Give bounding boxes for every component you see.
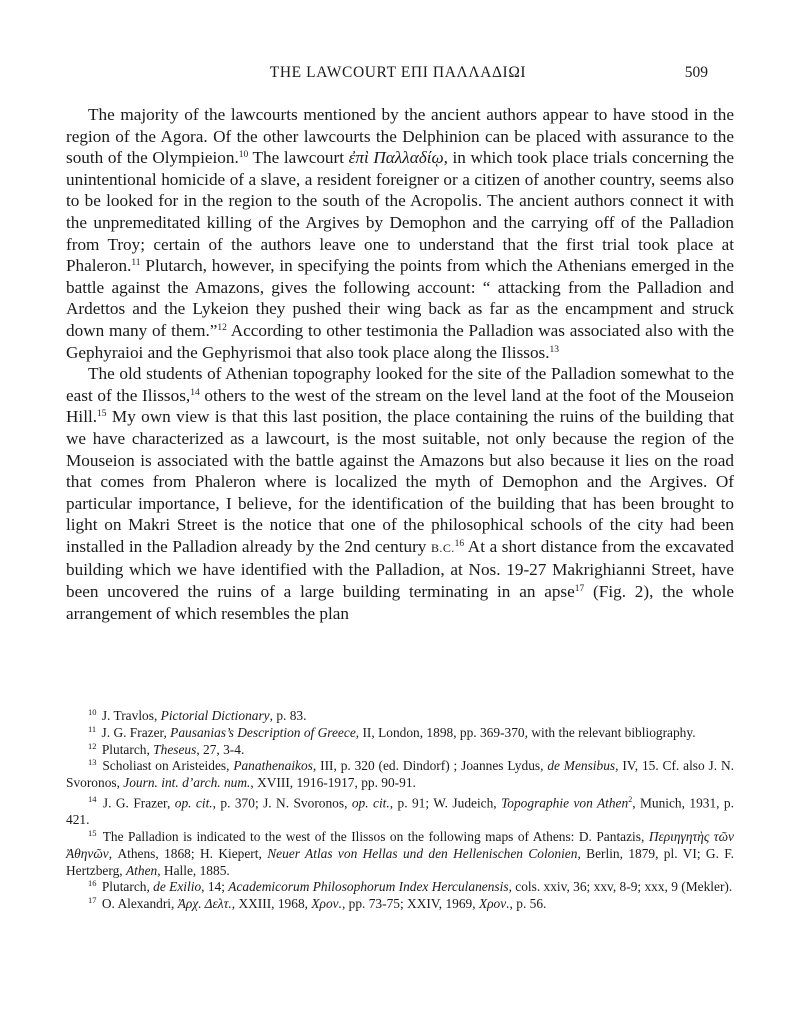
footnote-ref-11: 11: [131, 258, 141, 269]
italic-title: Panathenaikos: [233, 758, 313, 774]
footnote-16: [66, 879, 734, 896]
text-run: , 27, 3-4.: [196, 741, 245, 757]
footnote-11: [66, 725, 734, 742]
running-head: THE LAWCOURT ΕΠΙ ΠΑΛΛΑΔΙΩΙ: [269, 64, 527, 81]
text-run: , II, London, 1898, pp. 369-370, with the relevant bibliography.: [355, 724, 696, 740]
footnote-17: [66, 896, 734, 913]
footnote-number: 16: [88, 878, 97, 889]
italic-abbrev: op. cit.: [174, 795, 213, 811]
text-run: , 14;: [201, 879, 229, 895]
text-run: J. Travlos,: [98, 708, 161, 723]
text-run: , Athens, 1868; H. Kiepert,: [108, 845, 268, 861]
italic-title: Pictorial Dictionary: [160, 708, 270, 723]
footnote-ref-12: 12: [217, 322, 227, 333]
footnote-15: [66, 829, 734, 879]
paragraph-1: [66, 104, 734, 363]
footnote-10: [66, 708, 734, 725]
text-run: , XVIII, 1916-1917, pp. 90-91.: [250, 775, 416, 791]
page-number: 509: [684, 64, 708, 81]
footnotes: [66, 708, 734, 913]
greek-title: Περιηγητὴς τῶν Ἀθηνῶν: [66, 829, 734, 861]
text-run: , cols. xxiv, 36; xxv, 8-9; xxx, 9 (Mekler).: [508, 879, 733, 895]
greek-abbrev: Χρον.: [311, 896, 342, 912]
text-run: Plutarch, however, in specifying the points from which the Athenians emerged in the battle against the Amazons, gives the following account: “ attacking from the Palladion and Ardettos and the Lykeion they pushed their wing back as far as the encampment and struck down many of them.”: [66, 256, 734, 340]
italic-title: Academicorum Philosophorum Index Herculanensis: [228, 879, 509, 895]
footnote-ref-15: 15: [97, 409, 107, 420]
text-run: , p. 56.: [509, 896, 547, 912]
italic-title: Journ. int. d’arch. num.: [123, 775, 251, 791]
italic-title: de Mensibus: [547, 758, 616, 774]
greek-abbrev: Ἀρχ. Δελτ.: [177, 896, 232, 912]
text-run: Scholiast on Aristeides,: [98, 758, 234, 774]
footnote-14: [66, 792, 734, 829]
italic-title: Pausanias’s Description of Greece: [170, 724, 356, 740]
text-run: , IV, 15. Cf. also J. N. Svoronos,: [66, 758, 734, 791]
era-abbreviation: B.C.: [431, 540, 455, 555]
text-run: According to other testimonia the Palladion was associated also with the Gephyraioi and the Gephyrismoi that also took place along the Ilissos.: [66, 320, 734, 362]
text-run: , XXIII, 1968,: [231, 896, 312, 912]
text-run: others to the west of the stream on the level land at the foot of the Mouseion Hill.: [66, 385, 734, 427]
footnote-number: 12: [88, 740, 97, 751]
footnote-number: 17: [88, 895, 97, 906]
italic-title: Athen: [125, 862, 158, 878]
text-run: The Palladion is indicated to the west of the Ilissos on the following maps of Athens: D. Pantazis,: [98, 829, 649, 845]
footnote-ref-16: 16: [454, 538, 465, 549]
footnote-number: 11: [88, 723, 97, 734]
text-run: , p. 83.: [269, 708, 307, 723]
footnote-13: [66, 758, 734, 792]
text-run: O. Alexandri,: [98, 896, 178, 912]
text-run: Plutarch,: [98, 879, 154, 895]
text-run: , pp. 73-75; XXIV, 1969,: [341, 896, 479, 912]
footnote-number: 13: [88, 757, 97, 768]
text-run: , p. 91; W. Judeich,: [389, 795, 502, 811]
greek-phrase: ἐπὶ Παλλαδίῳ: [348, 148, 444, 168]
footnote-number: 10: [88, 707, 97, 717]
footnote-ref-17: 17: [574, 584, 585, 595]
footnote-12: [66, 742, 734, 759]
text-run: The old students of Athenian topography looked for the site of the Palladion somewhat to the east of the Ilissos,: [66, 364, 734, 405]
italic-title: Neuer Atlas von Hellas und den Hellenischen Colonien: [267, 845, 578, 861]
text-run: Plutarch,: [98, 741, 154, 757]
footnote-number: 15: [88, 828, 97, 839]
text-run: , p. 370; J. N. Svoronos,: [212, 795, 352, 811]
footnote-ref-13: 13: [549, 344, 560, 355]
text-run: J. G. Frazer,: [98, 795, 175, 811]
italic-abbrev: op. cit.: [351, 795, 390, 811]
footnote-ref-10: 10: [238, 150, 249, 161]
footnote-number: 14: [88, 794, 97, 805]
italic-title: de Exilio: [153, 879, 202, 895]
page-header: [88, 64, 708, 88]
text-run: , in which took place trials concerning the unintentional homicide of a slave, a resident foreigner or a citizen of another country, seems also to be looked for in the region to the south of the Acropolis. The ancient authors connect it with the unpremeditated killing of the Argives by Demophon and the carrying off of the Palladion from Troy; certain of the authors leave one to understand that the first trial took place at Phaleron.: [66, 148, 735, 276]
text-run: J. G. Frazer,: [98, 724, 171, 740]
footnote-ref-14: 14: [190, 387, 200, 398]
text-run: , Halle, 1885.: [157, 862, 230, 878]
greek-abbrev: Χρον.: [478, 896, 510, 912]
text-run: At a short distance from the excavated building which we have identified with the Palladion, at Nos. 19-27 Makrighianni Street, have been uncovered the ruins of a large building terminating in an apse: [66, 536, 734, 602]
text-run: My own view is that this last position, the place containing the ruins of the building that we have characterized as a lawcourt, is the most suitable, not only because the region of the Mouseion is associated with the battle against the Amazons but also because it lies on the road that comes from Phaleron where is localized the myth of Demophon and the Argives. Of particular importance, I believe, for the identification of the building that has been brought to light on Makri Street is the notice that one of the philosophical schools of the city had been installed in the Palladion already by the 2nd century: [66, 407, 734, 556]
text-run: , III, p. 320 (ed. Dindorf) ; Joannes Lydus,: [312, 758, 548, 774]
paragraph-2: [66, 363, 734, 624]
text-run: (Fig. 2), the whole arrangement of which resembles the plan: [66, 582, 734, 623]
italic-title: Theseus: [153, 741, 197, 757]
text-run: The lawcourt: [248, 148, 349, 168]
edition-superscript: 2: [628, 794, 633, 804]
italic-title: Topographie von Athen: [501, 795, 629, 811]
text-run: , Berlin, 1879, pl. VI; G. F. Hertzberg,: [66, 845, 734, 878]
text-run: , Munich, 1931, p. 421.: [66, 795, 734, 828]
body-text: [66, 104, 734, 624]
text-run: The majority of the lawcourts mentioned by the ancient authors appear to have stood in the region of the Agora. Of the other lawcourts the Delphinion can be placed with assurance to the south of the Olympieion.: [66, 105, 734, 168]
